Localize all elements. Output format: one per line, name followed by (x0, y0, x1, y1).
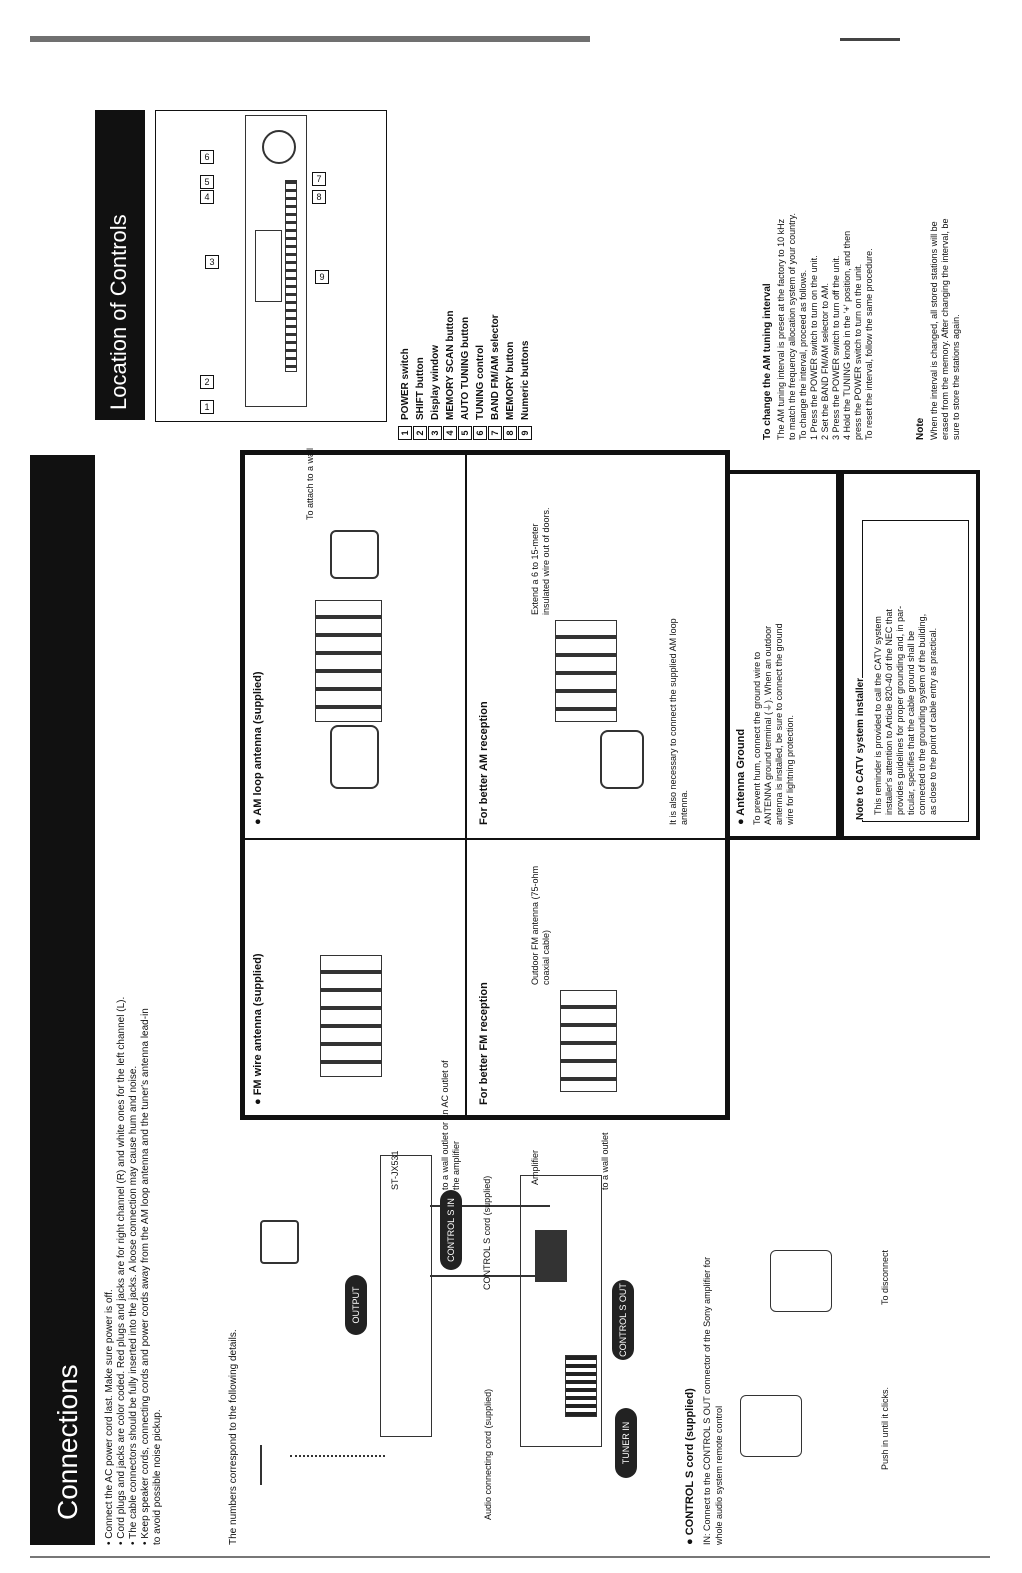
control-item-2: 2SHIFT button (413, 311, 428, 440)
tuner-in-pill: TUNER IN (615, 1408, 637, 1478)
ground-line-4: wire for lightning protection. (785, 714, 795, 825)
am-loop-symbol (260, 1220, 299, 1264)
am-loop-heading: ● AM loop antenna (supplied) (252, 671, 264, 825)
fm-wire-heading: ● FM wire antenna (supplied) (252, 953, 264, 1105)
catv-line-5: connected to the grounding system of the building, (917, 613, 927, 815)
attach-wall-label: To attach to a wall (305, 447, 315, 520)
wall-bracket-illustration (330, 530, 379, 579)
connections-bullets (104, 997, 164, 1545)
callout-7: 7 (312, 172, 326, 186)
antenna-divider-v (465, 450, 467, 1120)
am-terminal-illustration (315, 600, 382, 722)
ground-line-1: To prevent hum, connect the ground wire to (752, 651, 762, 825)
scan-edge-bottom (30, 1556, 990, 1558)
ground-line-3: antenna is installed, be sure to connect the ground (774, 623, 784, 825)
control-s-text-2: whole audio system remote control (714, 1405, 724, 1545)
am-interval-line-7: 4 Hold the TUNING knob in the '+' position, and then (842, 230, 852, 440)
control-item-1: 1POWER switch (398, 311, 413, 440)
output-pill: OUTPUT (345, 1275, 367, 1335)
scan-edge-top (30, 36, 590, 42)
audio-cord-label: Audio connecting cord (supplied) (483, 1388, 493, 1520)
extend-wire-text: Extend a 6 to 15-meter insulated wire out of doors. (530, 507, 551, 615)
catv-line-3: provides guidelines for proper grounding and, in par- (895, 605, 905, 815)
bullet-3: • The cable connectors should be fully inserted into the jacks. A loose connection may cause hum and noise. (128, 1065, 139, 1545)
plug-disconnect-illustration (770, 1250, 832, 1312)
outdoor-fm-text: Outdoor FM antenna (75-ohm coaxial cable) (530, 865, 551, 985)
control-item-3: 3Display window (428, 311, 443, 440)
callout-3: 3 (205, 255, 219, 269)
controls-title: Location of Controls (106, 214, 131, 410)
am-loop-outdoor-illustration (600, 730, 644, 789)
bullet-5: to avoid possible noise pickup. (152, 1409, 163, 1545)
tuner-rear-panel (380, 1155, 432, 1437)
am-interval-line-3: To change the interval, proceed as follows. (798, 269, 808, 440)
control-s-text-1: IN: Connect to the CONTROL S OUT connector of the Sony amplifier for (702, 1256, 712, 1545)
callout-9: 9 (315, 270, 329, 284)
scan-edge-top-right (840, 38, 900, 41)
am-interval-heading: To change the AM tuning interval (762, 283, 773, 440)
am-interval-line-6: 3 Press the POWER switch to turn off the unit. (831, 255, 841, 440)
callout-6: 6 (200, 150, 214, 164)
bullet-1: • Connect the AC power cord last. Make sure power is off. (104, 1289, 115, 1545)
display-window-shape (255, 230, 282, 302)
am-interval-line-4: 1 Press the POWER switch to turn on the unit. (809, 255, 819, 440)
am-loop-illustration (330, 725, 379, 789)
push-in-label: Push in until it clicks. (880, 1386, 890, 1470)
control-item-5: 5AUTO TUNING button (458, 311, 473, 440)
amplifier-label: Amplifier (530, 1149, 540, 1185)
control-s-out-pill: CONTROL S OUT (612, 1280, 634, 1360)
am-interval-line-1: The AM tuning interval is preset at the factory to 10 kHz (776, 218, 786, 440)
plug-push-illustration (740, 1395, 802, 1457)
control-s-cord-label: CONTROL S cord (supplied) (482, 1175, 492, 1290)
catv-line-4: ticular, specifies that the cable ground shall be (906, 630, 916, 815)
connections-title: Connections (52, 1364, 83, 1520)
tuner-in-jacks (565, 1355, 597, 1417)
control-item-7: 7BAND FM/AM selector (488, 311, 503, 440)
fm-antenna-symbol (260, 1445, 292, 1485)
catv-text (873, 606, 939, 815)
note-line-1: When the interval is changed, all stored stations will be (929, 221, 939, 440)
catv-heading: Note to CATV system installer (855, 677, 866, 820)
model-label: ST-JX531 (390, 1150, 400, 1190)
fm-outdoor-illustration (560, 990, 617, 1092)
control-item-9: 9Numeric buttons (518, 311, 533, 440)
callout-1: 1 (200, 400, 214, 414)
callout-2: 2 (200, 375, 214, 389)
to-wall-label: to a wall outlet (600, 1132, 610, 1190)
note-heading: Note (915, 417, 926, 440)
better-fm-heading: For better FM reception (478, 982, 490, 1105)
control-s-heading: ● CONTROL S cord (supplied) (684, 1388, 696, 1545)
control-item-4: 4MEMORY SCAN button (443, 311, 458, 440)
bullet-4: • Keep speaker cords, connecting cords and power cords away from the AM loop antenna and the tuner's antenna lead-in (140, 1008, 151, 1545)
catv-line-1: This reminder is provided to call the CATV system (873, 616, 883, 815)
am-interval-line-9: To reset the interval, follow the same procedure. (864, 248, 874, 440)
callout-5: 5 (200, 175, 214, 189)
antenna-divider-h (240, 838, 730, 840)
control-item-6: 6TUNING control (473, 311, 488, 440)
catv-line-6: as close to the point of cable entry as practical. (928, 627, 938, 815)
callout-8: 8 (312, 190, 326, 204)
note-text (929, 219, 962, 440)
wire-fm (290, 1455, 385, 1458)
extend-wire-label (530, 485, 552, 615)
wall-outlet-text: to a wall outlet or an AC outlet of the amplifier (440, 1060, 461, 1190)
fm-terminal-illustration (320, 955, 382, 1077)
bullet-2: • Cord plugs and jacks are color coded. Red plugs and jacks are for right channel (R) and white ones for the left channel (L). (116, 996, 127, 1545)
catv-line-2: installer's attention to Article 820-40 of the NEC that (884, 609, 894, 815)
controls-legend (398, 311, 533, 440)
ground-line-2: ANTENNA ground terminal (⏚). When an outdoor (763, 625, 773, 825)
ground-heading: ● Antenna Ground (735, 728, 747, 825)
ground-text (752, 623, 796, 825)
am-interval-line-8: press the POWER switch to turn on the unit. (853, 263, 863, 440)
better-am-heading: For better AM reception (478, 701, 490, 825)
tuning-knob-shape (262, 130, 296, 164)
am-outdoor-illustration (555, 620, 617, 722)
callout-4: 4 (200, 190, 214, 204)
control-s-in-pill: CONTROL S IN (440, 1190, 462, 1270)
control-item-8: 8MEMORY button (503, 311, 518, 440)
note-line-3: sure to store the stations again. (951, 314, 961, 440)
am-interval-line-5: 2 Set the BAND FM/AM selector to AM. (820, 282, 830, 440)
numeric-buttons-strip (285, 180, 297, 372)
outdoor-fm-label (530, 865, 552, 985)
numbers-note: The numbers correspond to the following details. (228, 1329, 239, 1545)
am-interval-text (776, 213, 875, 440)
note-line-2: erased from the memory. After changing the interval, be (940, 218, 950, 440)
am-interval-line-2: to match the frequency allocation system of your country. (787, 213, 797, 440)
disconnect-label: To disconnect (880, 1249, 890, 1305)
also-necessary-label (668, 585, 690, 825)
also-necessary-text: It is also necessary to connect the supplied AM loop antenna. (668, 618, 689, 825)
